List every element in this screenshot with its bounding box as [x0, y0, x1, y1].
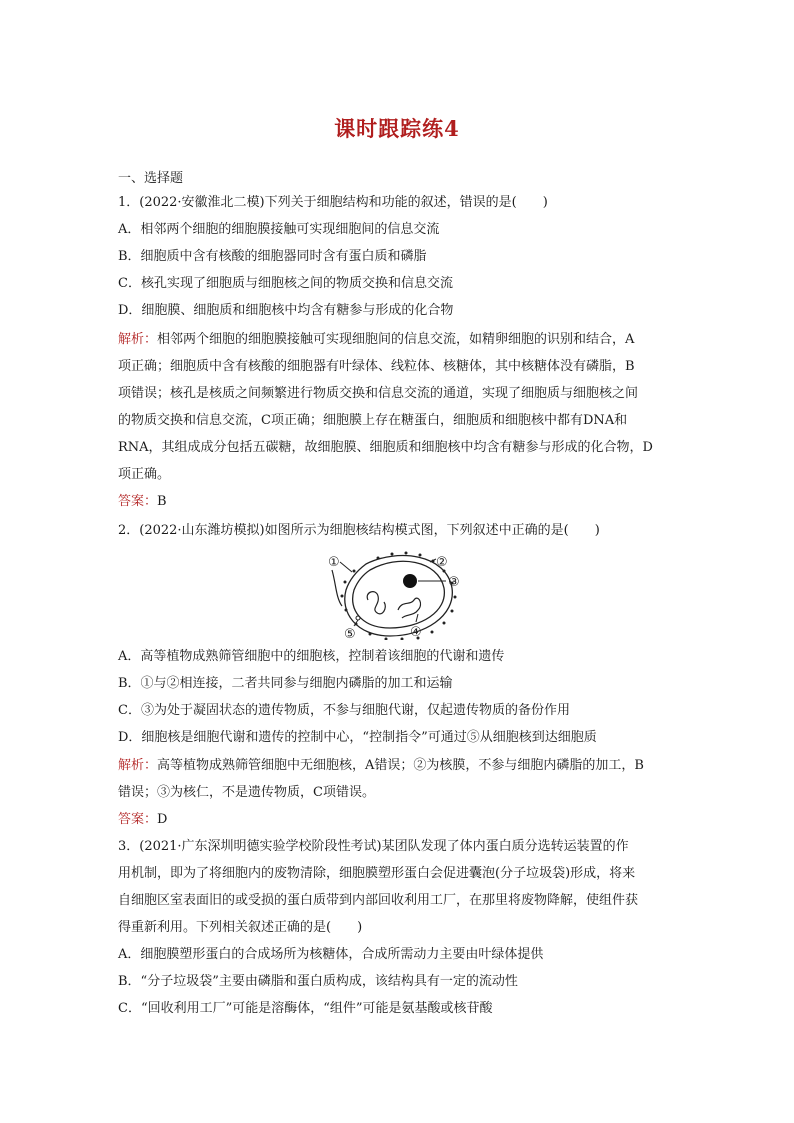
q1-analysis-label: 解析： [118, 332, 158, 347]
q3-stem-line: 得重新利用。下列相关叙述正确的是( ) [118, 920, 363, 935]
q1-option-d: D．细胞膜、细胞质和细胞核中均含有糖参与形成的化合物 [118, 303, 454, 318]
q2-answer-label: 答案： [118, 812, 158, 827]
diagram-label-2: ② [436, 555, 448, 570]
nucleus-structure-diagram [318, 550, 478, 640]
section-heading: 一、选择题 [118, 171, 184, 186]
q1-option-c: C．核孔实现了细胞质与细胞核之间的物质交换和信息交流 [118, 276, 453, 291]
diagram-label-3: ③ [448, 575, 460, 590]
q1-stem: 1．(2022·安徽淮北二模)下列关于细胞结构和功能的叙述，错误的是( ) [118, 195, 548, 210]
q1-analysis-line: 项正确。 [118, 467, 171, 482]
q2-option-c: C．③为处于凝固状态的遗传物质，不参与细胞代谢，仅起遗传物质的备份作用 [118, 703, 570, 718]
q2-analysis-line: 错误；③为核仁，不是遗传物质，C项错误。 [118, 785, 375, 800]
q3-option-c: C．“回收利用工厂”可能是溶酶体，“组件”可能是氨基酸或核苷酸 [118, 1001, 493, 1016]
q3-stem-line: 3．(2021·广东深圳明德实验学校阶段性考试)某团队发现了体内蛋白质分选转运装置的作 [118, 839, 629, 854]
diagram-label-1: ① [328, 555, 340, 570]
nucleolus [403, 574, 417, 588]
chromatin [367, 592, 385, 614]
diagram-label-4: ④ [410, 625, 422, 640]
q1-analysis-line: 解析：相邻两个细胞的细胞膜接触可实现细胞间的信息交流，如精卵细胞的识别和结合，A [118, 332, 635, 347]
q1-option-b: B．细胞质中含有核酸的细胞器同时含有蛋白质和磷脂 [118, 249, 427, 264]
nuclear-pore [356, 616, 360, 620]
q3-option-a: A．细胞膜塑形蛋白的合成场所为核糖体，合成所需动力主要由叶绿体提供 [118, 947, 544, 962]
q1-analysis-line: RNA，其组成成分包括五碳糖，故细胞膜、细胞质和细胞核中均含有糖参与形成的化合物，D [118, 440, 653, 455]
q1-answer: 答案：B [118, 494, 167, 509]
nuclear-envelope-inner [353, 561, 445, 628]
q3-option-b: B．“分子垃圾袋”主要由磷脂和蛋白质构成，该结构具有一定的流动性 [118, 974, 518, 989]
q2-stem: 2．(2022·山东潍坊模拟)如图所示为细胞核结构模式图，下列叙述中正确的是( ) [118, 523, 600, 538]
chromatin [398, 598, 421, 618]
page-title: 课时跟踪练4 [334, 116, 460, 141]
q1-answer-label: 答案： [118, 494, 158, 509]
diagram-label-5: ⑤ [344, 627, 356, 640]
q2-analysis-label: 解析： [118, 758, 158, 773]
q1-analysis-line: 的物质交换和信息交流，C项正确；细胞膜上存在糖蛋白，细胞质和细胞核中都有DNA和 [118, 413, 628, 428]
q3-stem-line: 自细胞区室表面旧的或受损的蛋白质带到内部回收利用工厂，在那里将废物降解，使组件获 [118, 893, 639, 908]
q2-option-b: B．①与②相连接，二者共同参与细胞内磷脂的加工和运输 [118, 676, 453, 691]
q1-option-a: A．相邻两个细胞的细胞膜接触可实现细胞间的信息交流 [118, 222, 440, 237]
q1-analysis-line: 项错误；核孔是核质之间频繁进行物质交换和信息交流的通道，实现了细胞质与细胞核之间 [118, 386, 639, 401]
endoplasmic-reticulum [332, 570, 342, 606]
q3-stem-line: 用机制，即为了将细胞内的废物清除，细胞膜塑形蛋白会促进囊泡(分子垃圾袋)形成，将来 [118, 866, 636, 881]
q2-option-a: A．高等植物成熟筛管细胞中的细胞核，控制着该细胞的代谢和遗传 [118, 649, 505, 664]
q2-answer: 答案：D [118, 812, 168, 827]
q2-option-d: D．细胞核是细胞代谢和遗传的控制中心，“控制指令”可通过⑤从细胞核到达细胞质 [118, 730, 597, 745]
q2-analysis-line: 解析：高等植物成熟筛管细胞中无细胞核，A错误；②为核膜，不参与细胞内磷脂的加工，B [118, 758, 644, 773]
q1-analysis-line: 项正确；细胞质中含有核酸的细胞器有叶绿体、线粒体、核糖体，其中核糖体没有磷脂，B [118, 359, 635, 374]
